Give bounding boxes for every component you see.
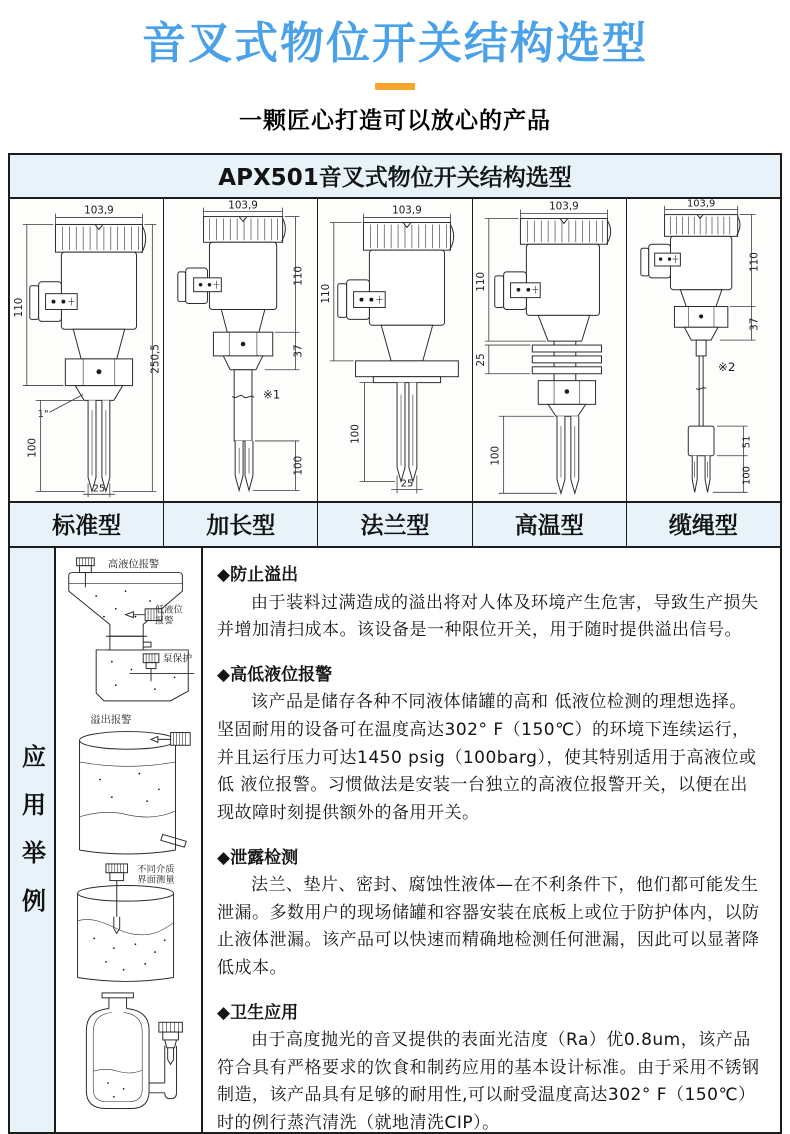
drawings-row	[10, 199, 780, 501]
dim-head-height: 110	[474, 272, 487, 293]
app-section-title: ◆卫生应用	[217, 1002, 299, 1023]
dim-width: 103,9	[228, 200, 259, 213]
model-label-flange: 法兰型	[318, 503, 472, 546]
app-section-level-alarm	[217, 662, 764, 828]
app-section-leak-detection	[217, 845, 764, 983]
app-section-title: ◆泄露检测	[217, 847, 299, 868]
application-diagrams	[56, 548, 203, 1132]
note-2: ※2	[717, 360, 736, 375]
drawing-extended-type	[164, 199, 318, 501]
dim-head-height: 110	[292, 266, 305, 287]
app-section-sanitary	[217, 1000, 764, 1134]
dim-nut-section: 37	[748, 318, 761, 332]
model-label-high-temp: 高温型	[473, 503, 627, 546]
label-low-level-alarm-2: 报警	[154, 615, 174, 627]
page-subtitle: 一颗匠心打造可以放心的产品	[239, 108, 551, 135]
app-section-overflow-prevention	[217, 562, 764, 645]
app-section-title: ◆高低液位报警	[217, 664, 333, 685]
label-pump-protection: 泵保护	[162, 654, 193, 666]
label-interface-2: 界面测量	[137, 874, 175, 886]
application-diagram-interface	[57, 860, 200, 989]
dim-thread: 1"	[37, 409, 49, 421]
model-label-standard: 标准型	[10, 503, 164, 546]
dim-fork-length: 100	[26, 438, 39, 459]
application-diagram-overflow	[57, 711, 200, 860]
hero-header	[0, 0, 790, 135]
dim-fork-length: 100	[489, 446, 502, 467]
overflow-tank-diagram	[57, 711, 200, 860]
cable-type-diagram	[627, 199, 780, 501]
selection-table-title: APX501音叉式物位开关结构选型	[10, 155, 780, 199]
app-section-body: 由于装料过满造成的溢出将对人体及环境产生危害，导致生产损失并增加清扫成本。该设备是一种限位开关，用于随时提供溢出信号。	[217, 592, 759, 641]
dim-head-height: 110	[748, 252, 761, 273]
app-section-body: 该产品是储存各种不同液体储罐的高和 低液位检测的理想选择。坚固耐用的设备可在温度高达302° F（150℃）的环境下连续运行，并且运行压力可达1450 psig（100barg），使其特别适用于高液位或低 液位报警。习惯做法是安装一台独立的高液位报警开关，以便在出现故障时刻提供额外的备用开关。	[217, 692, 757, 823]
application-diagram-hopper	[57, 552, 200, 711]
note-1: ※1	[263, 387, 281, 402]
dim-fork-length: 100	[349, 424, 362, 445]
applications-side-label	[10, 548, 56, 1132]
dim-total-height: 250,5	[149, 344, 162, 375]
dim-fork-length: 100	[741, 466, 753, 486]
model-label-cable: 缆绳型	[668, 513, 738, 540]
dim-width: 103,9	[84, 204, 114, 217]
dim-fork-width: 25	[92, 483, 106, 495]
label-low-level-alarm-1: 低液位	[154, 605, 183, 617]
dim-nut-section: 37	[292, 344, 305, 358]
dim-fork-length: 100	[292, 456, 305, 476]
standard-type-diagram	[10, 199, 163, 501]
applications-side-label-text: 应用举例	[17, 744, 46, 937]
model-label-extended: 加长型	[164, 503, 318, 546]
app-section-body: 由于高度抛光的音叉提供的表面光洁度（Ra）优0.8um，该产品符合具有严格要求的饮食和制药应用的基本设计标准。由于采用不锈钢制造，该产品具有足够的耐用性,可以耐受温度高达302° F（150℃）时的例行蒸汽清洗（就地清洗CIP）。	[217, 1029, 760, 1133]
dim-fins-height: 25	[474, 353, 487, 367]
drawing-cable-type	[627, 199, 780, 501]
drawing-flange-type	[318, 199, 472, 501]
dim-head-height: 110	[320, 284, 333, 304]
selection-table	[8, 153, 782, 1134]
app-section-title: ◆防止溢出	[217, 565, 299, 586]
applications-text	[203, 548, 780, 1132]
drawing-high-temp-type	[473, 199, 627, 501]
applications-section	[10, 548, 780, 1132]
dim-head-height: 110	[12, 297, 25, 318]
dim-body-length: 51	[741, 436, 753, 449]
label-high-level-alarm: 高液位报警	[107, 559, 160, 572]
high-temp-type-diagram	[473, 199, 626, 501]
dim-width: 103,9	[392, 204, 423, 217]
hopper-diagram	[57, 552, 200, 711]
label-overflow-alarm: 溢出报警	[90, 713, 132, 726]
app-section-body: 法兰、垫片、密封、腐蚀性液体—在不利条件下，他们都可能发生泄漏。多数用户的现场储罐和容器安装在底板上或位于防护体内，以防止液体泄漏。该产品可以快速而精确地检测任何泄漏，因此可以显著降低成本。	[217, 874, 760, 978]
drawing-standard-type	[10, 199, 164, 501]
dim-width: 103,9	[686, 199, 716, 211]
model-labels-row	[10, 501, 780, 548]
extended-type-diagram	[164, 199, 317, 501]
application-diagram-bottle	[57, 989, 200, 1124]
dim-fork-width: 25	[401, 478, 414, 490]
accent-divider	[375, 83, 415, 90]
dim-width: 103,9	[548, 201, 579, 214]
label-interface-1: 不同介质	[137, 863, 175, 875]
flange-type-diagram	[318, 199, 471, 501]
bottle-diagram	[57, 989, 200, 1124]
page-title: 音叉式物位开关结构选型	[142, 18, 648, 69]
interface-diagram	[57, 860, 200, 989]
